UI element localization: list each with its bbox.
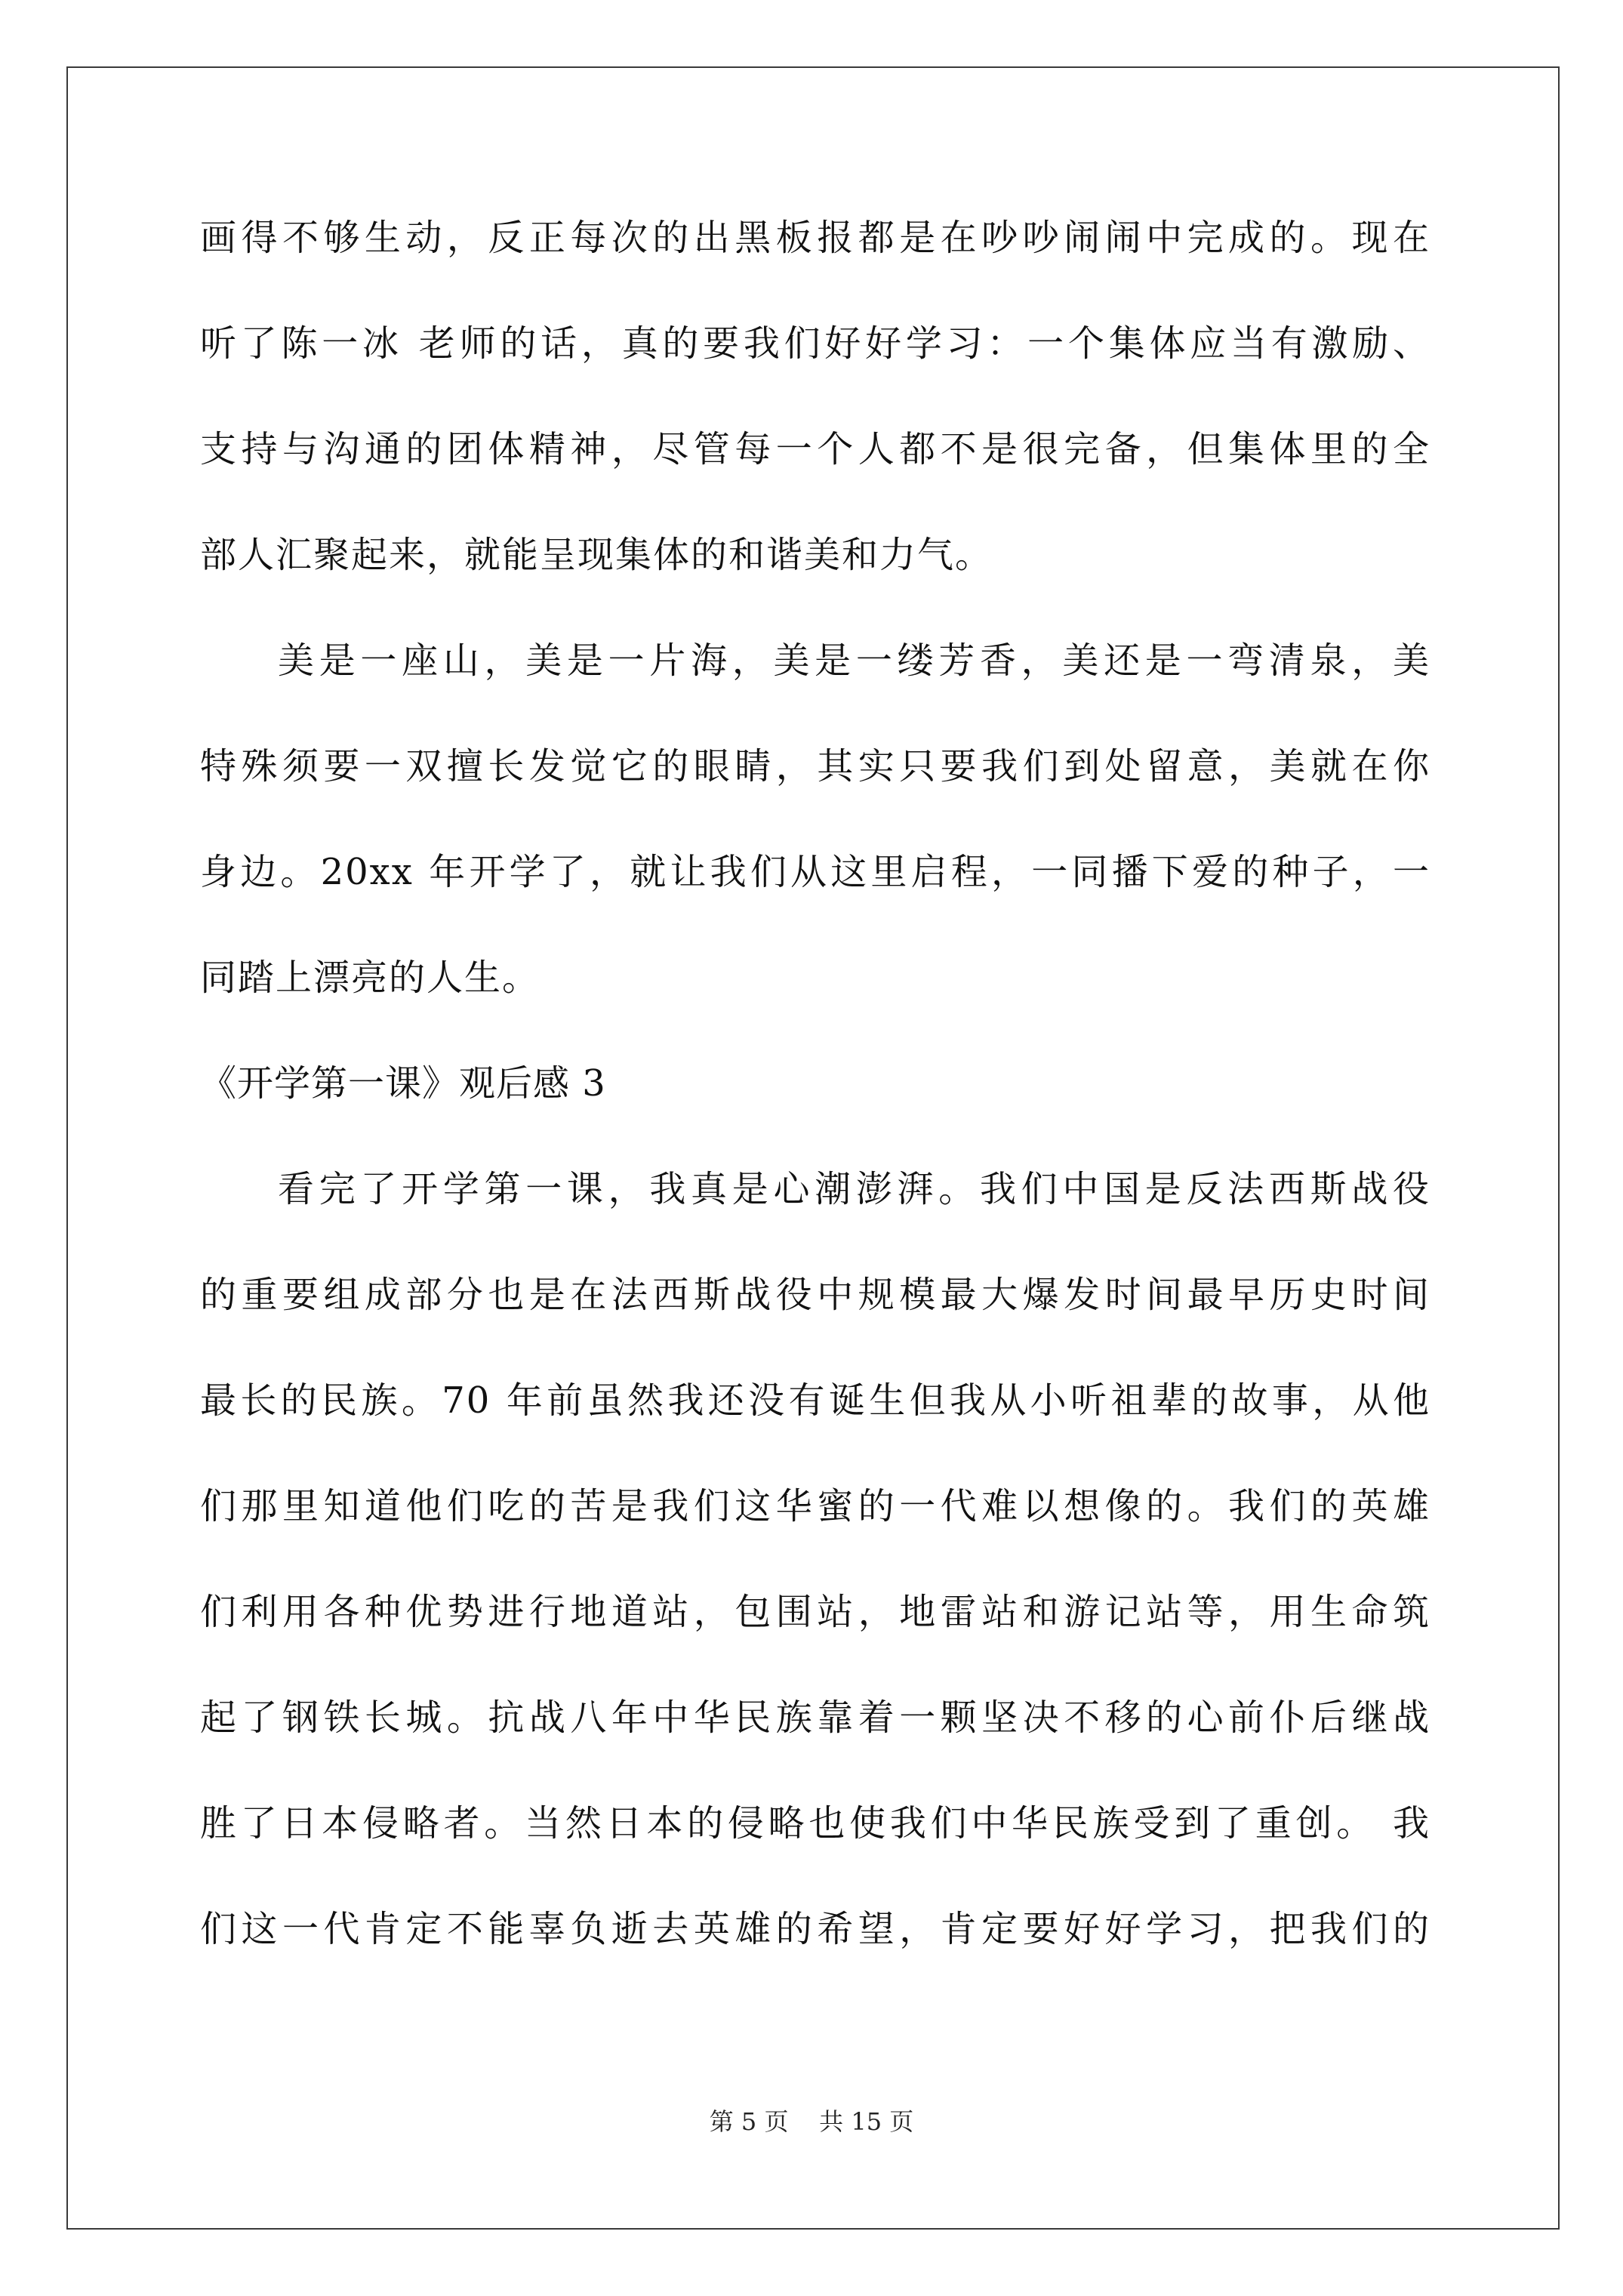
paragraph-line: 们那里知道他们吃的苦是我们这华蜜的一代难以想像的。我们的英雄 <box>200 1485 1431 1527</box>
paragraph-line: 画得不够生动，反正每次的出黑板报都是在吵吵闹闹中完成的。现在 <box>200 217 1431 259</box>
paragraph-line: 部人汇聚起来，就能呈现集体的和谐美和力气。 <box>200 534 993 576</box>
paragraph-line: 们这一代肯定不能辜负逝去英雄的希望，肯定要好好学习，把我们的 <box>200 1908 1431 1950</box>
paragraph-line: 身边。20xx 年开学了，就让我们从这里启程，一同播下爱的种子，一 <box>200 851 1431 893</box>
page-number: 第 5 页 <box>709 2107 789 2136</box>
page-footer <box>0 2106 1623 2137</box>
paragraph-line: 最长的民族。70 年前虽然我还没有诞生但我从小听祖辈的故事，从他 <box>200 1379 1431 1422</box>
paragraph-line: 的重要组成部分也是在法西斯战役中规模最大爆发时间最早历史时间 <box>200 1274 1431 1316</box>
section-heading: 《开学第一课》观后感 3 <box>200 1062 606 1105</box>
paragraph-line: 支持与沟通的团体精神，尽管每一个人都不是很完备，但集体里的全 <box>200 428 1431 470</box>
paragraph-line: 看完了开学第一课，我真是心潮澎湃。我们中国是反法西斯战役 <box>278 1168 1431 1210</box>
paragraph-line: 胜了日本侵略者。当然日本的侵略也使我们中华民族受到了重创。 我 <box>200 1802 1431 1845</box>
paragraph-line: 听了陈一冰 老师的话，真的要我们好好学习：一个集体应当有激励、 <box>200 322 1431 365</box>
paragraph-line: 们利用各种优势进行地道站，包围站，地雷站和游记站等，用生命筑 <box>200 1591 1431 1633</box>
paragraph-line: 美是一座山，美是一片海，美是一缕芳香，美还是一弯清泉，美 <box>278 639 1431 682</box>
page-total: 共 15 页 <box>819 2107 914 2136</box>
paragraph-line: 起了钢铁长城。抗战八年中华民族靠着一颗坚决不移的心前仆后继战 <box>200 1697 1431 1739</box>
document-body <box>200 215 1431 2012</box>
paragraph-line: 同踏上漂亮的人生。 <box>200 957 540 999</box>
paragraph-line: 特殊须要一双擅长发觉它的眼睛，其实只要我们到处留意，美就在你 <box>200 745 1431 787</box>
